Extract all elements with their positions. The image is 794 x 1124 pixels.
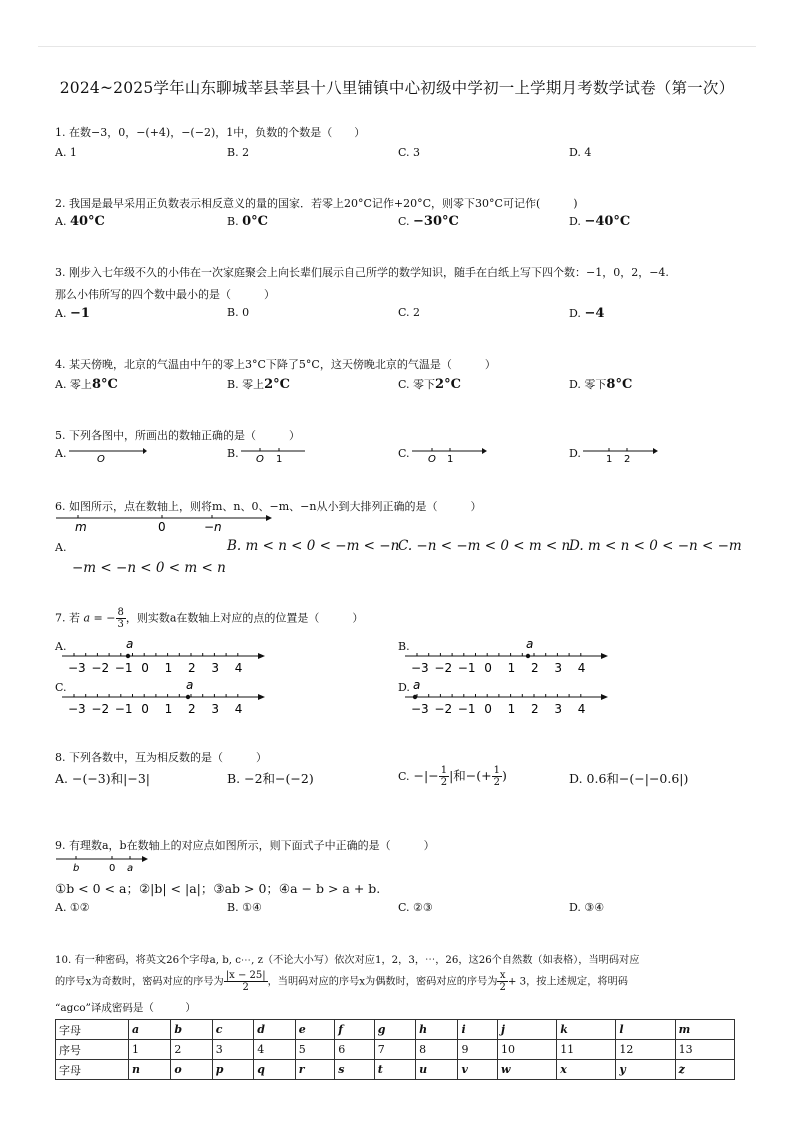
table-cell: z	[675, 1060, 734, 1080]
q8-c-frac1-num: 1	[440, 765, 448, 776]
numberline-tick-label: −1	[114, 702, 133, 716]
q5-c-numberline	[410, 445, 490, 463]
numberline-tick-label: 2	[188, 702, 196, 716]
numberline-arrow	[601, 694, 608, 700]
numberline-tick-label: 4	[234, 702, 243, 716]
q7-stem-var: a = −	[83, 611, 116, 625]
q6-stem: 6. 如图所示，点在数轴上，则将m、n、0、−m、−n从小到大排列正确的是（ ）	[55, 500, 482, 513]
table-cell: 7	[374, 1040, 415, 1060]
numberline-tick-label: −3	[411, 661, 429, 675]
numberline-tick-label: 1	[507, 661, 516, 675]
q2-c-value: −30°C	[413, 214, 459, 229]
q5-stem: 5. 下列各图中，所画出的数轴正确的是（ ）	[55, 429, 300, 442]
numberline-tick-label: −3	[68, 702, 86, 716]
numberline-tick-label: −1	[457, 702, 476, 716]
q2-a-letter: A.	[55, 215, 67, 228]
q4-b-prefix: B. 零上	[227, 378, 265, 391]
table-cell: 2	[171, 1040, 212, 1060]
svg-text:O: O	[256, 454, 264, 463]
q7-c-numberline	[60, 677, 270, 719]
point-a-dot	[413, 695, 417, 699]
numberline-tick-label: 1	[507, 702, 516, 716]
q2-option-a[interactable]	[55, 214, 105, 229]
q2-option-b[interactable]	[227, 214, 268, 229]
numberline-tick-label: −2	[434, 661, 453, 675]
q10-line1: 10. 有一种密码，将英文26个字母a, b, c⋯, z（不论大小写）依次对应1，2，3，⋯，26，这26个自然数（如表格），当明码对应	[55, 955, 640, 966]
q8-option-b[interactable]: B. −2和−(−2)	[227, 771, 314, 786]
q8-option-a[interactable]: A. −(−3)和|−3|	[55, 771, 150, 786]
q6-fig-0: 0	[158, 520, 166, 534]
numberline-tick-label: −1	[114, 661, 133, 675]
q2-stem: 2. 我国是最早采用正负数表示相反意义的量的国家．若零上20°C记作+20°C，则零下30°C可记作( )	[55, 197, 578, 210]
table-cell: 11	[557, 1040, 616, 1060]
table-cell: a	[129, 1020, 171, 1040]
q3-d-letter: D.	[569, 307, 581, 320]
q7-frac-den: 3	[117, 619, 124, 630]
q4-a-value: 8°C	[91, 377, 118, 392]
q6-fig-m: m	[75, 520, 87, 534]
table-cell: 9	[458, 1040, 497, 1060]
q3-option-c[interactable]: C. 2	[398, 306, 421, 319]
q10-frac-even-num: x	[497, 970, 507, 982]
numberline-tick-label: −3	[68, 661, 86, 675]
table-row-label: 字母	[56, 1020, 129, 1040]
numberline-tick-label: 3	[211, 661, 220, 675]
q2-d-letter: D.	[569, 215, 581, 228]
q4-d-value: 8°C	[606, 377, 633, 392]
svg-text:1: 1	[606, 454, 613, 463]
q4-b-value: 2°C	[264, 377, 290, 392]
table-cell: s	[335, 1060, 374, 1080]
table-cell: 12	[616, 1040, 675, 1060]
q10-line2-mid: ，当明码对应的序号x为偶数时，密码对应的序号为	[267, 976, 498, 988]
numberline-tick-label: 3	[554, 661, 563, 675]
q7-option-a[interactable]: A.	[55, 640, 67, 653]
table-cell: v	[458, 1060, 497, 1080]
q1-option-a[interactable]: A. 1	[55, 146, 77, 159]
q10-frac-odd	[224, 970, 268, 993]
numberline-tick-label: −3	[411, 702, 429, 716]
q3-option-a[interactable]	[55, 306, 90, 321]
numberline-tick-label: 2	[531, 661, 539, 675]
q5-option-c[interactable]	[398, 447, 454, 463]
numberline-tick-label: 3	[211, 702, 220, 716]
table-row-label: 序号	[56, 1040, 129, 1060]
q6-option-b[interactable]: B. m < n < 0 < −m < −n	[227, 538, 400, 554]
numberline-tick-label: 0	[141, 702, 149, 716]
q7-fraction	[116, 607, 126, 630]
table-cell: u	[416, 1060, 458, 1080]
cipher-table	[55, 1019, 735, 1080]
table-cell: y	[616, 1060, 675, 1080]
table-cell: e	[295, 1020, 334, 1040]
q3-option-b[interactable]: B. 0	[227, 306, 250, 319]
svg-text:2: 2	[624, 454, 631, 463]
q7-option-b[interactable]: B.	[398, 640, 410, 653]
q1-option-d[interactable]: D. 4	[569, 146, 592, 159]
q9-conditions: ①b < 0 < a；②|b| < |a|；③ab > 0；④a − b > a + b.	[55, 881, 381, 896]
q3-stem-line2: 那么小伟所写的四个数中最小的是（ ）	[55, 288, 275, 301]
q4-option-b[interactable]	[227, 376, 290, 392]
q10-frac-odd-den: 2	[242, 982, 249, 993]
numberline-tick-label: −2	[91, 661, 110, 675]
numberline-tick-label: 2	[531, 702, 539, 716]
q2-c-letter: C.	[398, 215, 410, 228]
q2-option-c[interactable]	[398, 214, 459, 229]
svg-text:1: 1	[447, 454, 454, 463]
numberline-tick-label: 4	[577, 661, 586, 675]
table-cell: f	[335, 1020, 374, 1040]
q4-option-c[interactable]	[398, 376, 461, 392]
q6-option-d[interactable]: D. m < n < 0 < −n < −m	[569, 538, 742, 554]
q8-c-mid: |和−(+	[449, 768, 492, 783]
q8-c-frac2-num: 1	[493, 765, 500, 776]
q9-fig-0: 0	[109, 863, 116, 873]
q2-d-value: −40°C	[584, 214, 631, 229]
q9-fig-b: b	[73, 863, 80, 873]
q5-b-numberline	[239, 445, 309, 463]
q8-option-c[interactable]	[398, 765, 507, 788]
q5-c-letter: C.	[398, 447, 410, 460]
numberline-tick-label: 0	[141, 661, 149, 675]
table-cell: 1	[129, 1040, 171, 1060]
table-cell: r	[295, 1060, 334, 1080]
q8-c-pre: −|−	[413, 768, 439, 783]
numberline-arrow	[601, 653, 608, 659]
q7-a-numberline	[60, 636, 270, 678]
table-row	[56, 1040, 735, 1060]
q3-d-value: −4	[584, 306, 605, 321]
table-cell: p	[212, 1060, 253, 1080]
q4-option-a[interactable]	[55, 376, 118, 392]
q9-option-d[interactable]: D. ③④	[569, 901, 605, 914]
table-cell: g	[374, 1020, 415, 1040]
q8-c-frac2-den: 2	[493, 777, 500, 788]
q7-stem-post: ，则实数a在数轴上对应的点的位置是（ ）	[125, 611, 364, 625]
q8-c-post: )	[501, 768, 507, 783]
q9-fig-a: a	[127, 863, 134, 873]
q2-b-letter: B.	[227, 215, 239, 228]
numberline-arrow	[258, 653, 265, 659]
q4-a-prefix: A. 零上	[55, 378, 92, 391]
table-cell: k	[557, 1020, 616, 1040]
table-cell: m	[675, 1020, 734, 1040]
q2-a-value: 40°C	[69, 214, 105, 229]
svg-text:1: 1	[276, 454, 283, 463]
numberline-tick-label: −2	[91, 702, 110, 716]
numberline-tick-label: −2	[434, 702, 453, 716]
table-cell: q	[254, 1060, 295, 1080]
q5-option-a[interactable]	[55, 447, 105, 463]
numberline-tick-label: 0	[484, 661, 492, 675]
q6-option-c[interactable]: C. −n < −m < 0 < m < n	[398, 538, 571, 554]
q9-option-a[interactable]: A. ①②	[55, 901, 90, 914]
q1-option-c[interactable]: C. 3	[398, 146, 421, 159]
point-a-label: a	[413, 678, 421, 692]
table-cell: n	[129, 1060, 171, 1080]
q5-option-b[interactable]	[227, 447, 283, 463]
point-a-label: a	[526, 637, 534, 651]
q1-stem: 1. 在数−3，0，−(+4)，−(−2)，1中，负数的个数是（ ）	[55, 126, 366, 139]
table-row-label: 字母	[56, 1060, 129, 1080]
exam-title: 2024~2025学年山东聊城莘县莘县十八里铺镇中心初级中学初一上学期月考数学试卷（第一次）	[59, 79, 735, 97]
q8-c-frac1-den: 2	[440, 777, 448, 788]
table-cell: b	[171, 1020, 212, 1040]
q8-stem: 8. 下列各数中，互为相反数的是（ ）	[55, 751, 267, 764]
q8-c-frac1	[439, 765, 449, 788]
q5-b-letter: B.	[227, 447, 239, 460]
q2-b-value: 0°C	[242, 214, 268, 229]
numberline-tick-label: −1	[457, 661, 476, 675]
q8-c-letter: C.	[398, 770, 410, 783]
q9-numberline	[54, 853, 154, 873]
numberline-tick-label: 4	[577, 702, 586, 716]
table-cell: j	[497, 1020, 556, 1040]
table-cell: 13	[675, 1040, 734, 1060]
q5-a-numberline	[67, 445, 147, 463]
table-cell: o	[171, 1060, 212, 1080]
q10-frac-even-den: 2	[499, 982, 506, 993]
q1-option-b[interactable]: B. 2	[227, 146, 250, 159]
numberline-tick-label: 0	[484, 702, 492, 716]
q7-option-c[interactable]: C.	[55, 681, 67, 694]
q7-option-d[interactable]: D.	[398, 681, 410, 694]
numberline-arrow	[258, 694, 265, 700]
q7-d-numberline	[403, 677, 613, 719]
table-row	[56, 1020, 735, 1040]
table-cell: 3	[212, 1040, 253, 1060]
numberline-tick-label: 4	[234, 661, 243, 675]
q6-option-a-text: −m < −n < 0 < m < n	[72, 560, 226, 576]
table-cell: w	[497, 1060, 556, 1080]
q4-c-value: 2°C	[435, 377, 461, 392]
q10-line2-pre: 的序号x为奇数时，密码对应的序号为	[55, 976, 224, 988]
table-cell: x	[557, 1060, 616, 1080]
q6-numberline	[54, 512, 279, 534]
table-cell: 4	[254, 1040, 295, 1060]
point-a-label: a	[186, 678, 194, 692]
table-cell: c	[212, 1020, 253, 1040]
table-cell: 10	[497, 1040, 556, 1060]
svg-text:O: O	[428, 454, 436, 463]
table-cell: i	[458, 1020, 497, 1040]
point-a-dot	[186, 695, 190, 699]
numberline-tick-label: 1	[164, 661, 173, 675]
table-row	[56, 1060, 735, 1080]
q2-option-d[interactable]	[569, 214, 630, 229]
page-top-rule	[38, 46, 756, 47]
q4-option-d[interactable]	[569, 376, 632, 392]
q7-stem-pre: 7. 若	[55, 611, 80, 625]
numberline-tick-label: 2	[188, 661, 196, 675]
q6-fig-negn: −n	[204, 520, 222, 534]
q3-option-d[interactable]	[569, 306, 604, 321]
svg-text:O: O	[97, 454, 105, 463]
q4-c-prefix: C. 零下	[398, 378, 436, 391]
numberline-tick-label: 1	[164, 702, 173, 716]
table-cell: 5	[295, 1040, 334, 1060]
table-cell: d	[254, 1020, 295, 1040]
q5-option-d[interactable]	[569, 447, 631, 463]
table-cell: t	[374, 1060, 415, 1080]
q10-line2	[55, 970, 628, 993]
q6-option-a[interactable]: A.	[55, 541, 67, 554]
q5-d-numberline	[581, 445, 661, 463]
q4-stem: 4. 某天傍晚，北京的气温由中午的零上3°C下降了5°C，这天傍晚北京的气温是（ ）	[55, 358, 496, 371]
point-a-label: a	[126, 637, 134, 651]
q5-d-letter: D.	[569, 447, 581, 460]
q8-c-frac2	[492, 765, 502, 788]
q7-frac-num: 8	[117, 607, 124, 618]
table-cell: h	[416, 1020, 458, 1040]
q7-b-numberline	[403, 636, 613, 678]
q10-line3: “agco”译成密码是（ ）	[55, 1002, 196, 1014]
q10-frac-odd-num: |x − 25|	[225, 970, 266, 981]
q7-stem	[55, 607, 363, 630]
q3-a-letter: A.	[55, 307, 67, 320]
point-a-dot	[126, 654, 130, 658]
q9-stem: 9. 有理数a，b在数轴上的对应点如图所示，则下面式子中正确的是（ ）	[55, 839, 435, 852]
q9-option-b[interactable]: B. ①④	[227, 901, 262, 914]
q9-option-c[interactable]: C. ②③	[398, 901, 433, 914]
q4-d-prefix: D. 零下	[569, 378, 607, 391]
q3-stem-line1: 3. 刚步入七年级不久的小伟在一次家庭聚会上向长辈们展示自己所学的数学知识，随手在白纸上写下四个数：−1，0，2，−4.	[55, 266, 669, 279]
q10-line2-post: + 3，按上述规定，将明码	[507, 976, 628, 988]
table-cell: 8	[416, 1040, 458, 1060]
q5-a-letter: A.	[55, 447, 67, 460]
table-cell: 6	[335, 1040, 374, 1060]
table-cell: l	[616, 1020, 675, 1040]
q3-a-value: −1	[69, 306, 90, 321]
point-a-dot	[526, 654, 530, 658]
numberline-tick-label: 3	[554, 702, 563, 716]
q8-option-d[interactable]: D. 0.6和−(−|−0.6|)	[569, 771, 689, 786]
q10-frac-even	[497, 970, 507, 993]
